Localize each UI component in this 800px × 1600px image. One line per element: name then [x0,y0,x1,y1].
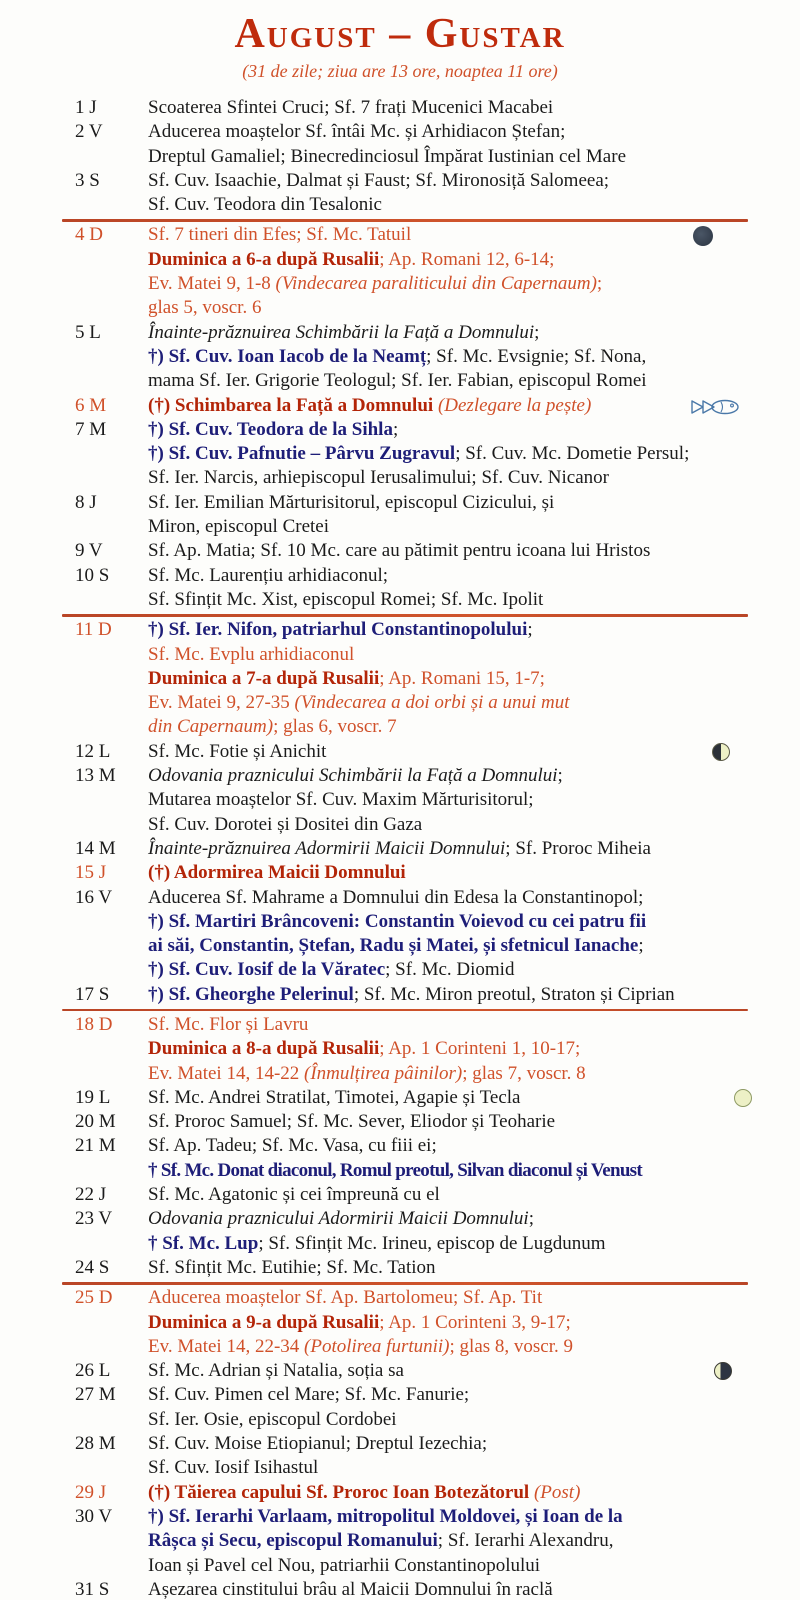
entry-text [148,618,748,739]
sunday-separator [62,1009,748,1012]
entry-text [148,837,748,861]
entry-line: Ev. Matei 14, 22-34 (Potolirea furtunii); glas 8, voscr. 9 [148,1335,574,1357]
calendar-row [62,169,748,218]
sunday-separator [62,614,748,617]
entry-line: †) Sf. Martiri Brâncoveni: Constantin Voievod cu cei patru fii [148,910,647,932]
page-title: August – Gustar [234,11,566,57]
entry-line: Sf. Mc. Laurențiu arhidiaconul; [148,564,389,586]
entry-text [148,223,748,320]
first-quarter-moon-icon [712,743,730,761]
entry-line: Sf. Sfințit Mc. Eutihie; Sf. Mc. Tation [148,1256,436,1278]
date-label: 14 M [75,837,116,859]
date-label: 28 M [75,1433,116,1455]
entry-text [148,1013,748,1086]
entry-line: Ioan și Pavel cel Nou, patriarhii Constantinopolului [148,1554,541,1576]
entry-text [148,491,748,540]
entry-text [148,1481,748,1505]
date-label: 9 V [75,540,103,562]
entry-line: Odovania praznicului Adormirii Maicii Domnului; [148,1208,534,1230]
entry-line: Sf. Mc. Adrian și Natalia, soția sa [148,1360,404,1382]
calendar-row [62,837,748,861]
entry-text [148,1359,748,1383]
calendar-row [62,1432,748,1481]
entry-line: Duminica a 9-a după Rusalii; Ap. 1 Corinteni 3, 9-17; [148,1311,571,1333]
entry-line: Aducerea Sf. Mahrame a Domnului din Edesa la Constantinopol; [148,886,644,908]
entry-line: Duminica a 6-a după Rusalii; Ap. Romani 12, 6-14; [148,248,555,270]
entry-line: Scoaterea Sfintei Cruci; Sf. 7 frați Mucenici Macabei [148,97,554,118]
entry-line: Înainte-prăznuirea Adormirii Maicii Domnului; Sf. Proroc Miheia [148,837,651,859]
entry-line: (†) Schimbarea la Față a Domnului (Dezlegare la pește) [148,394,592,416]
calendar-row [62,1207,748,1256]
date-label: 7 M [75,418,107,440]
entry-line: Sf. Ap. Matia; Sf. 10 Mc. care au pătimit pentru icoana lui Hristos [148,540,651,562]
entry-line: Sf. Mc. Andrei Stratilat, Timotei, Agapie și Tecla [148,1086,521,1108]
calendar-row [62,618,748,739]
calendar-row [62,394,748,418]
entry-line: †) Sf. Cuv. Ioan Iacob de la Neamț; Sf. Mc. Evsignie; Sf. Nona, [148,345,647,367]
entry-line: Sf. Cuv. Teodora din Tesalonic [148,194,382,216]
entry-line: Sf. Sfințit Mc. Xist, episcopul Romei; Sf. Mc. Ipolit [148,588,544,610]
entry-text [148,764,748,837]
entry-text [148,740,748,764]
entry-line: Sf. Proroc Samuel; Sf. Mc. Sever, Eliodor și Teoharie [148,1111,556,1133]
entry-line: Sf. Ier. Emilian Mărturisitorul, episcopul Cizicului, și [148,491,555,513]
date-label: 4 D [75,224,103,246]
date-label: 2 V [75,121,103,143]
entry-line: Sf. Cuv. Dorotei și Dositei din Gaza [148,813,423,835]
entry-text [148,539,748,563]
entry-text [148,1383,748,1432]
entry-line: Sf. Ier. Osie, episcopul Cordobei [148,1408,397,1430]
entry-line: Așezarea cinstitului brâu al Maicii Domnului în raclă [148,1578,553,1600]
calendar-row [62,96,748,120]
entry-line: Sf. Mc. Flor și Lavru [148,1013,309,1035]
date-label: 21 M [75,1135,116,1157]
calendar-row [62,1481,748,1505]
entry-text [148,169,748,218]
sunday-separator [62,1282,748,1285]
full-moon-icon [734,1089,752,1107]
entry-line: (†) Adormirea Maicii Domnului [148,862,406,884]
calendar-row [62,1359,748,1383]
entry-line: Sf. Ier. Narcis, arhiepiscopul Ierusalimului; Sf. Cuv. Nicanor [148,467,609,489]
entry-line: ai săi, Constantin, Ștefan, Radu și Matei, și sfetnicul Ianache; [148,935,644,957]
date-label: 11 D [75,619,112,641]
entry-line: Aducerea moaștelor Sf. întâi Mc. și Arhidiacon Ștefan; [148,121,566,143]
entry-line: Sf. Ap. Tadeu; Sf. Mc. Vasa, cu fiii ei; [148,1135,437,1157]
calendar-row [62,491,748,540]
entry-line: Sf. 7 tineri din Efes; Sf. Mc. Tatuil [148,224,412,246]
date-label: 6 M [75,394,107,416]
calendar-row [62,418,748,491]
entry-text [148,1578,748,1600]
calendar-row [62,1505,748,1578]
calendar-row [62,321,748,394]
entry-line: Sf. Mc. Agatonic și cei împreună cu el [148,1184,440,1206]
entry-line: Ev. Matei 14, 14-22 (Înmulțirea pâinilor); glas 7, voscr. 8 [148,1062,586,1084]
date-label: 24 S [75,1256,110,1278]
entry-line: Dreptul Gamaliel; Binecredinciosul Împărat Iustinian cel Mare [148,145,626,167]
entry-text [148,1134,748,1183]
calendar-row [62,1134,748,1183]
entry-line: mama Sf. Ier. Grigorie Teologul; Sf. Ier. Fabian, episcopul Romei [148,370,647,392]
entry-line: †) Sf. Gheorghe Pelerinul; Sf. Mc. Miron preotul, Straton și Ciprian [148,983,675,1005]
entry-text [148,418,748,491]
date-label: 23 V [75,1208,113,1230]
entry-line: Sf. Cuv. Moise Etiopianul; Dreptul Iezechia; [148,1433,488,1455]
entry-text [148,1286,748,1359]
date-label: 10 S [75,564,110,586]
date-label: 16 V [75,886,113,908]
calendar-row [62,1286,748,1359]
date-label: 18 D [75,1013,113,1035]
calendar-row [62,539,748,563]
date-label: 17 S [75,983,110,1005]
date-label: 12 L [75,740,111,762]
entry-text [148,861,748,885]
calendar-list [62,96,748,1600]
date-label: 27 M [75,1384,116,1406]
entry-line: Sf. Mc. Fotie și Anichit [148,740,327,762]
page-subtitle: (31 de zile; ziua are 13 ore, noaptea 11 ore) [242,61,558,81]
entry-text [148,1183,748,1207]
entry-line: †) Sf. Cuv. Teodora de la Sihla; [148,418,399,440]
entry-line: Înainte-prăznuirea Schimbării la Față a Domnului; [148,321,540,343]
date-label: 15 J [75,862,107,884]
entry-text [148,394,748,418]
entry-text [148,96,748,120]
entry-text [148,321,748,394]
entry-line: †) Sf. Ierarhi Varlaam, mitropolitul Moldovei, și Ioan de la [148,1505,623,1527]
entry-line: Odovania praznicului Schimbării la Față a Domnului; [148,765,563,787]
entry-line: Duminica a 8-a după Rusalii; Ap. 1 Corinteni 1, 10-17; [148,1038,581,1060]
entry-line: Miron, episcopul Cretei [148,516,329,538]
calendar-row [62,764,748,837]
calendar-row [62,1383,748,1432]
date-label: 5 L [75,321,101,343]
entry-text [148,120,748,169]
calendar-row [62,1183,748,1207]
entry-line: din Capernaum); glas 6, voscr. 7 [148,716,397,738]
calendar-row [62,564,748,613]
entry-line: Ev. Matei 9, 1-8 (Vindecarea paraliticului din Capernaum); [148,273,603,295]
entry-text [148,564,748,613]
calendar-row [62,1110,748,1134]
entry-line: †) Sf. Ier. Nifon, patriarhul Constantinopolului; [148,619,533,641]
entry-line: † Sf. Mc. Lup; Sf. Sfințit Mc. Irineu, episcop de Lugdunum [148,1232,606,1254]
entry-line: glas 5, voscr. 6 [148,297,262,319]
sunday-separator [62,219,748,222]
entry-text [148,1432,748,1481]
entry-text [148,886,748,983]
entry-text [148,1207,748,1256]
calendar-row [62,120,748,169]
date-label: 1 J [75,97,97,118]
entry-line: Aducerea moaștelor Sf. Ap. Bartolomeu; Sf. Ap. Tit [148,1287,543,1309]
entry-line: Sf. Cuv. Iosif Isihastul [148,1457,319,1479]
page-header [0,0,800,82]
entry-line: Duminica a 7-a după Rusalii; Ap. Romani 15, 1-7; [148,667,545,689]
date-label: 29 J [75,1481,107,1503]
entry-line: Ev. Matei 9, 27-35 (Vindecarea a doi orbi și a unui mut [148,692,570,714]
date-label: 26 L [75,1360,111,1382]
entry-line: (†) Tăierea capului Sf. Proroc Ioan Botezătorul (Post) [148,1481,581,1503]
calendar-row [62,983,748,1007]
calendar-row [62,861,748,885]
entry-line: Sf. Cuv. Isaachie, Dalmat și Faust; Sf. Mironosiță Salomeea; [148,169,610,191]
entry-text [148,1086,748,1110]
entry-line: Sf. Cuv. Pimen cel Mare; Sf. Mc. Fanurie; [148,1384,470,1406]
entry-line: †) Sf. Cuv. Iosif de la Văratec; Sf. Mc. Diomid [148,959,515,981]
date-label: 25 D [75,1287,113,1309]
calendar-row [62,740,748,764]
entry-line: † Sf. Mc. Donat diaconul, Romul preotul, Silvan diaconul și Venust [148,1159,643,1181]
date-label: 30 V [75,1505,113,1527]
entry-line: Mutarea moaștelor Sf. Cuv. Maxim Mărturisitorul; [148,789,534,811]
entry-text [148,1505,748,1578]
calendar-row [62,1013,748,1086]
fish-fasting-icon [690,397,742,417]
entry-text [148,1256,748,1280]
date-label: 22 J [75,1184,107,1206]
entry-text [148,983,748,1007]
entry-line: Râșca și Secu, episcopul Romanului; Sf. Ierarhi Alexandru, [148,1530,614,1552]
calendar-row [62,1086,748,1110]
calendar-row [62,223,748,320]
calendar-row [62,1578,748,1600]
entry-line: †) Sf. Cuv. Pafnutie – Pârvu Zugravul; Sf. Cuv. Mc. Dometie Persul; [148,443,690,465]
date-label: 13 M [75,765,116,787]
calendar-row [62,886,748,983]
entry-line: Sf. Mc. Evplu arhidiaconul [148,643,355,665]
date-label: 19 L [75,1086,111,1108]
calendar-row [62,1256,748,1280]
date-label: 20 M [75,1111,116,1133]
date-label: 31 S [75,1578,110,1600]
date-label: 3 S [75,169,100,191]
date-label: 8 J [75,491,97,513]
entry-text [148,1110,748,1134]
